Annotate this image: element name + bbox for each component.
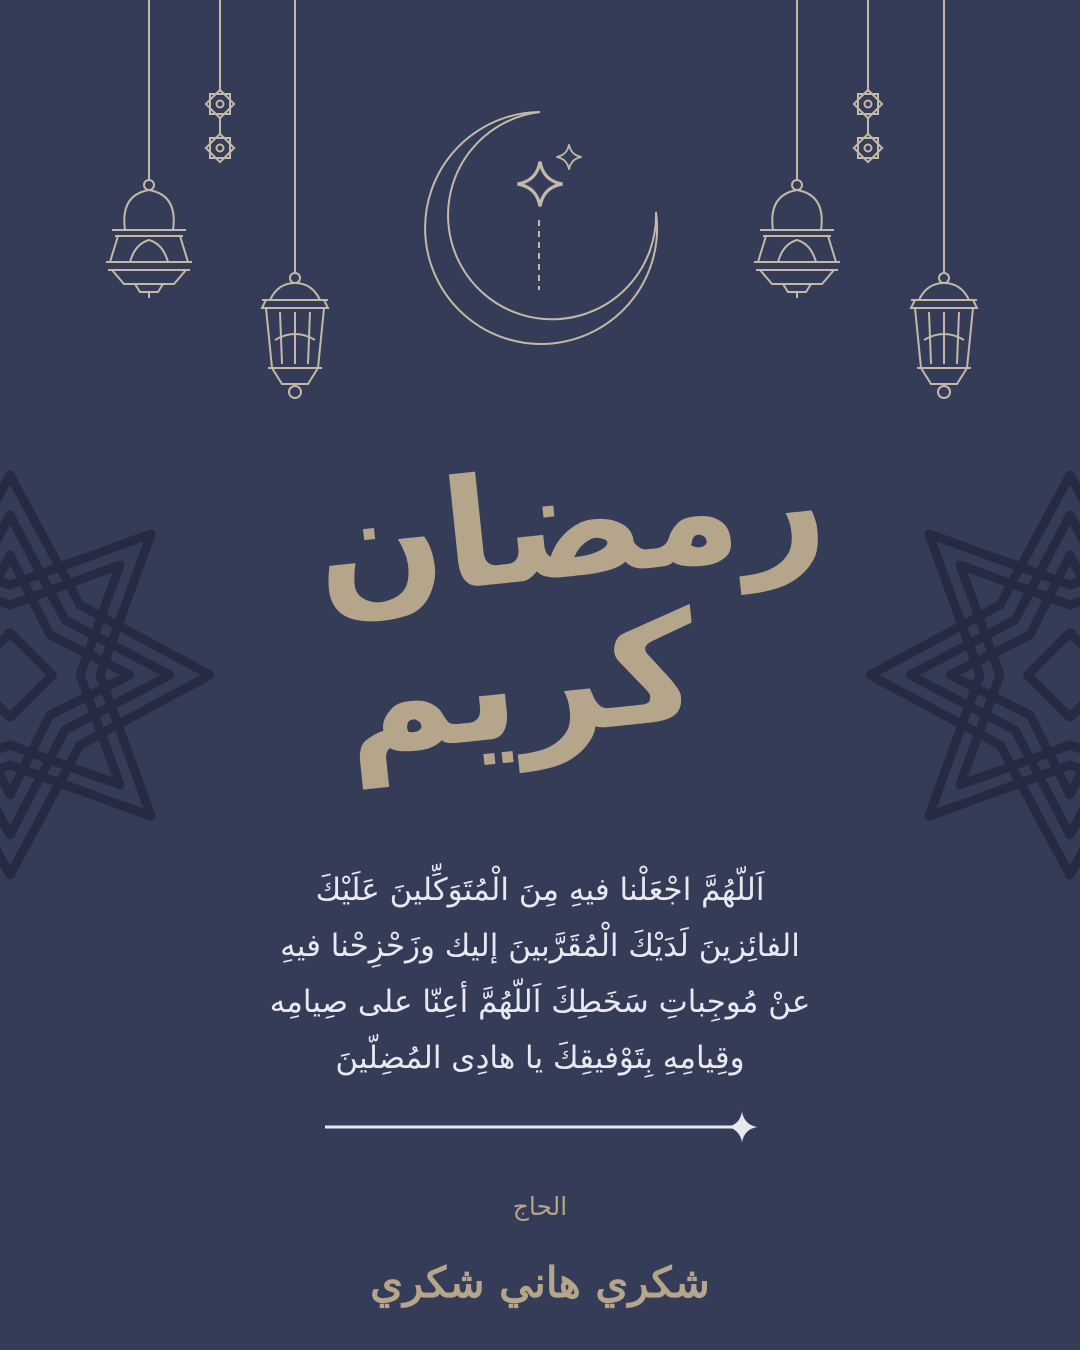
hanging-lantern-icon: [754, 180, 840, 298]
sparkle-divider: [325, 1112, 757, 1143]
honorific: الحاج: [512, 1192, 568, 1221]
octagram-star-icon: [206, 90, 882, 162]
title-line-1: رمضان: [306, 411, 834, 639]
hanging-strings: [149, 0, 944, 272]
sender-name: شكري هاني شكري: [370, 1258, 710, 1307]
dua-text: [150, 862, 930, 1086]
hanging-lantern-icon: [911, 273, 977, 398]
dua-line: الفائِزينَ لَدَيْكَ الْمُقَرَّبينَ إليك وزَحْزِحْنا فيهِ: [280, 928, 800, 964]
title-line-2: كريم: [334, 579, 706, 791]
crescent-moon-icon: [425, 112, 657, 344]
hanging-lantern-icon: [106, 180, 192, 298]
hanging-lantern-icon: [262, 273, 328, 398]
ramadan-kareem-title: [0, 411, 1080, 791]
sparkle-star-icon: [518, 144, 582, 206]
dua-line: وقِيامِهِ بِتَوْفيقِكَ يا هادِى المُضِلّينَ: [335, 1040, 745, 1076]
dua-line: عنْ مُوجِباتِ سَخَطِكَ اَللّهُمَّ أعِنّا على صِيامِه: [269, 984, 811, 1020]
dua-line: اَللّهُمَّ اجْعَلْنا فيهِ مِنَ الْمُتَوَكِّلينَ عَلَيْكَ: [315, 872, 765, 908]
